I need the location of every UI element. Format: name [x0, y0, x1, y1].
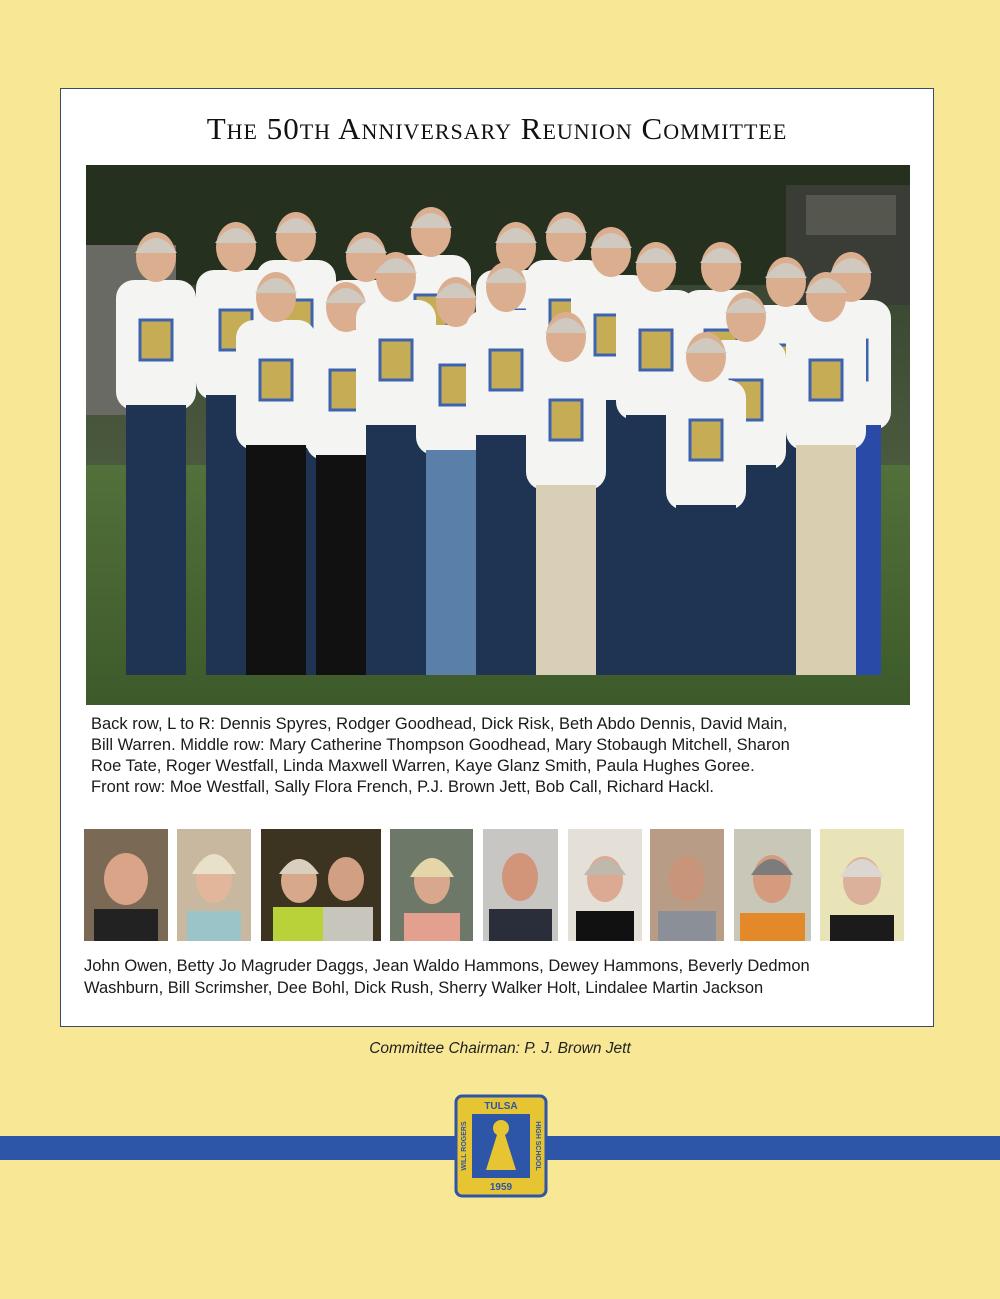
content-panel — [60, 88, 934, 1027]
svg-text:WILL ROGERS: WILL ROGERS — [461, 1121, 468, 1171]
portrait-photo — [820, 829, 904, 941]
group-photo-illustration — [86, 165, 910, 705]
group-photo — [86, 165, 910, 705]
svg-text:HIGH SCHOOL: HIGH SCHOOL — [534, 1121, 541, 1171]
portrait-photo — [650, 829, 724, 941]
svg-text:TULSA: TULSA — [484, 1101, 518, 1112]
svg-text:1959: 1959 — [489, 1182, 513, 1193]
caption-line: Roe Tate, Roger Westfall, Linda Maxwell Warren, Kaye Glanz Smith, Paula Hughes Goree. — [91, 757, 755, 775]
caption-line: Front row: Moe Westfall, Sally Flora French, P.J. Brown Jett, Bob Call, Richard Hackl. — [91, 778, 714, 796]
portrait-photo — [568, 829, 642, 941]
portrait-photo — [390, 829, 473, 941]
portrait-photo — [483, 829, 558, 941]
caption-line: Bill Warren. Middle row: Mary Catherine Thompson Goodhead, Mary Stobaugh Mitchell, Sharon — [91, 736, 790, 754]
committee-names — [84, 955, 914, 999]
committee-chairman: Committee Chairman: P. J. Brown Jett — [369, 1040, 631, 1057]
page-title: The 50th Anniversary Reunion Committee — [206, 111, 788, 146]
portrait-photo — [261, 829, 381, 941]
caption-line: Back row, L to R: Dennis Spyres, Rodger Goodhead, Dick Risk, Beth Abdo Dennis, David Main, — [91, 715, 788, 733]
names-line: John Owen, Betty Jo Magruder Daggs, Jean Waldo Hammons, Dewey Hammons, Beverly Dedmon — [84, 957, 810, 975]
portrait-photo — [177, 829, 251, 941]
school-crest-logo — [454, 1094, 548, 1198]
portrait-strip — [84, 829, 904, 941]
photo-caption — [91, 714, 906, 798]
portrait-photo — [84, 829, 168, 941]
names-line: Washburn, Bill Scrimsher, Dee Bohl, Dick Rush, Sherry Walker Holt, Lindalee Martin Jackson — [84, 979, 764, 997]
portrait-photo — [734, 829, 811, 941]
